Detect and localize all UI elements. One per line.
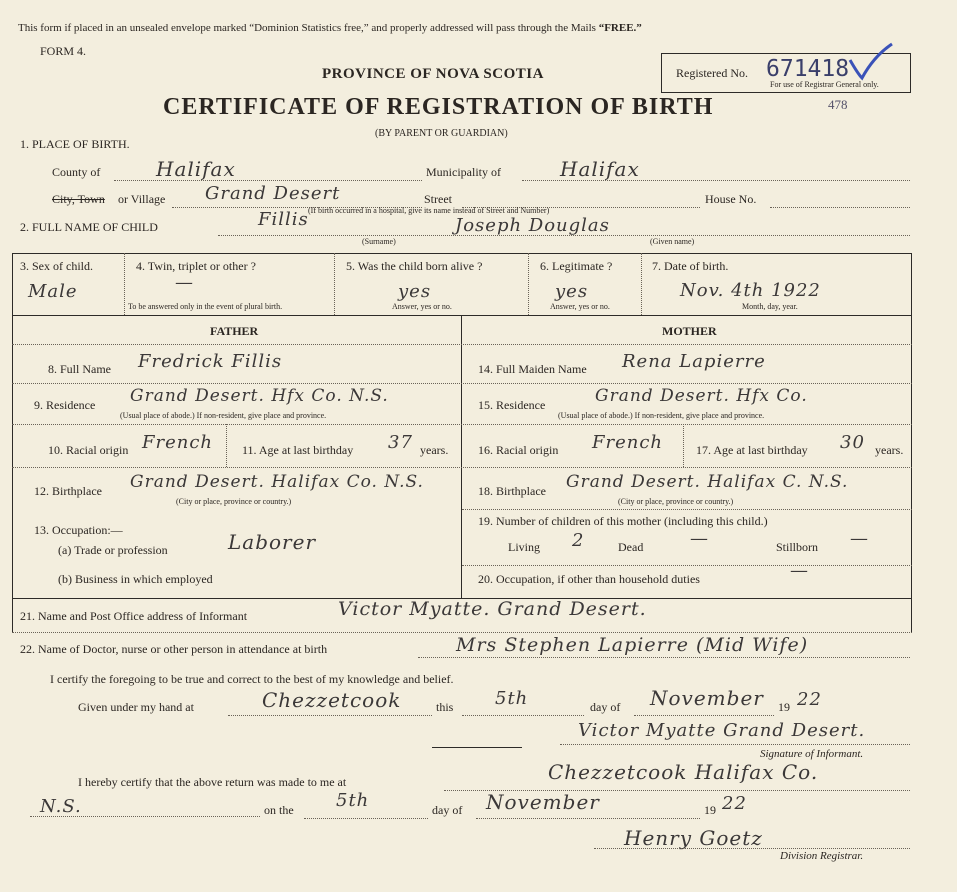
mother-birthplace-label: 18. Birthplace xyxy=(478,484,546,498)
registrar-line: I hereby certify that the above return was made to me at xyxy=(78,775,347,789)
informant-signature: Victor Myatte Grand Desert. xyxy=(578,720,866,741)
father-race-label: 10. Racial origin xyxy=(48,443,129,457)
street-label: Street xyxy=(424,192,452,206)
document-subtitle: (BY PARENT OR GUARDIAN) xyxy=(375,128,508,139)
father-residence-label: 9. Residence xyxy=(34,398,96,412)
postal-notice: This form if placed in an unsealed envelope marked “Dominion Statistics free,” and properly addressed will pass through the Mails “FREE.” xyxy=(18,22,642,34)
mother-name-value: Rena Lapierre xyxy=(622,351,766,372)
living-value: 2 xyxy=(572,530,585,551)
birth-date-value: Nov. 4th 1922 xyxy=(680,280,821,301)
father-residence-note: (Usual place of abode.) If non-resident, give place and province. xyxy=(120,411,327,420)
city-town-struck: City, Town xyxy=(52,192,105,206)
given-caption: (Given name) xyxy=(650,237,695,246)
mother-name-label: 14. Full Maiden Name xyxy=(478,362,587,376)
father-birthplace-note: (City or place, province or country.) xyxy=(176,497,292,506)
mother-residence-value: Grand Desert. Hfx Co. xyxy=(595,386,808,406)
surname-caption: (Surname) xyxy=(362,237,396,246)
registrar-month: November xyxy=(486,790,600,814)
twin-note: To be answered only in the event of plural birth. xyxy=(128,302,283,311)
day-of-label: day of xyxy=(590,700,621,714)
given-place: Chezzetcook xyxy=(262,688,402,712)
mother-race-label: 16. Racial origin xyxy=(478,443,559,457)
registry-number: 671418 xyxy=(766,56,850,82)
mother-residence-label: 15. Residence xyxy=(478,398,546,412)
year-value: 22 xyxy=(797,689,822,710)
father-age-unit: years. xyxy=(420,443,449,457)
registry-note: For use of Registrar General only. xyxy=(770,80,879,89)
month-value: November xyxy=(650,686,764,710)
registrar-place: Chezzetcook Halifax Co. xyxy=(548,760,819,784)
father-age-label: 11. Age at last birthday xyxy=(242,443,354,457)
twin-label: 4. Twin, triplet or other ? xyxy=(136,259,256,273)
mother-birthplace-note: (City or place, province or country.) xyxy=(618,497,734,506)
trade-value: Laborer xyxy=(228,530,317,554)
father-birthplace-value: Grand Desert. Halifax Co. N.S. xyxy=(130,472,424,492)
mother-header: MOTHER xyxy=(662,324,717,338)
children-count-label: 19. Number of children of this mother (including this child.) xyxy=(478,514,768,528)
mother-residence-note: (Usual place of abode.) If non-resident, give place and province. xyxy=(558,411,765,420)
occupation-label: 13. Occupation:— xyxy=(34,523,123,537)
municipality-value: Halifax xyxy=(560,157,640,181)
mother-birthplace-value: Grand Desert. Halifax C. N.S. xyxy=(566,472,849,492)
doctor-label: 22. Name of Doctor, nurse or other person in attendance at birth xyxy=(20,642,328,656)
registrar-day: 5th xyxy=(336,790,370,811)
legitimate-caption: Answer, yes or no. xyxy=(550,302,610,311)
sex-label: 3. Sex of child. xyxy=(20,259,93,273)
alive-caption: Answer, yes or no. xyxy=(392,302,452,311)
father-header: FATHER xyxy=(210,324,259,338)
stillborn-value: — xyxy=(850,528,869,549)
form-number: FORM 4. xyxy=(40,44,87,58)
mother-age-unit: years. xyxy=(875,443,904,457)
birth-date-caption: Month, day, year. xyxy=(742,302,798,311)
on-the-label: on the xyxy=(264,803,294,817)
this-label: this xyxy=(436,700,454,714)
registrar-day-of-label: day of xyxy=(432,803,463,817)
house-number-label: House No. xyxy=(705,192,757,206)
child-name-label: 2. FULL NAME OF CHILD xyxy=(20,220,158,234)
certify-text: I certify the foregoing to be true and correct to the best of my knowledge and belief. xyxy=(50,672,454,686)
mother-age-value: 30 xyxy=(840,432,865,453)
place-heading: 1. PLACE OF BIRTH. xyxy=(20,137,130,151)
father-age-value: 37 xyxy=(388,432,413,453)
father-race-value: French xyxy=(142,432,214,453)
registrar-signature-caption: Division Registrar. xyxy=(780,850,864,862)
province-heading: PROVINCE OF NOVA SCOTIA xyxy=(322,66,544,82)
alive-value: yes xyxy=(398,281,432,302)
registrar-signature: Henry Goetz xyxy=(624,826,763,850)
registrar-year: 22 xyxy=(722,793,747,814)
father-name-value: Fredrick Fillis xyxy=(138,351,283,372)
business-label: (b) Business in which employed xyxy=(58,572,213,586)
legitimate-label: 6. Legitimate ? xyxy=(540,259,613,273)
child-given-name: Joseph Douglas xyxy=(455,215,610,236)
dead-value: — xyxy=(690,528,709,549)
informant-signature-caption: Signature of Informant. xyxy=(760,748,864,760)
child-surname: Fillis xyxy=(258,209,309,230)
corner-mark: 478 xyxy=(828,97,848,112)
doctor-value: Mrs Stephen Lapierre (Mid Wife) xyxy=(456,634,809,656)
registrar-place-continued: N.S. xyxy=(40,796,82,817)
twin-value: — xyxy=(175,272,194,293)
father-residence-value: Grand Desert. Hfx Co. N.S. xyxy=(130,386,389,406)
mother-occupation-value: — xyxy=(790,560,809,581)
or-village-label: or Village xyxy=(118,192,166,206)
mother-age-label: 17. Age at last birthday xyxy=(696,443,808,457)
stillborn-label: Stillborn xyxy=(776,540,819,554)
sex-value: Male xyxy=(28,281,78,302)
village-value: Grand Desert xyxy=(205,183,341,204)
informant-label: 21. Name and Post Office address of Informant xyxy=(20,609,248,623)
county-value: Halifax xyxy=(156,157,236,181)
legitimate-value: yes xyxy=(555,281,589,302)
father-name-label: 8. Full Name xyxy=(48,362,111,376)
hospital-note: (If birth occurred in a hospital, give its name instead of Street and Number) xyxy=(308,206,550,215)
checkmark-icon xyxy=(846,40,896,84)
municipality-label: Municipality of xyxy=(426,165,501,179)
day-value: 5th xyxy=(495,688,529,709)
mother-occupation-label: 20. Occupation, if other than household duties xyxy=(478,572,700,586)
dead-label: Dead xyxy=(618,540,644,554)
document-title: CERTIFICATE OF REGISTRATION OF BIRTH xyxy=(163,94,714,120)
informant-value: Victor Myatte. Grand Desert. xyxy=(338,598,647,620)
given-at-label: Given under my hand at xyxy=(78,700,194,714)
mother-race-value: French xyxy=(592,432,664,453)
father-birthplace-label: 12. Birthplace xyxy=(34,484,102,498)
registry-label: Registered No. xyxy=(676,66,748,80)
trade-label: (a) Trade or profession xyxy=(58,543,168,557)
registrar-year-prefix: 19 xyxy=(704,803,716,817)
year-prefix: 19 xyxy=(778,700,790,714)
birth-date-label: 7. Date of birth. xyxy=(652,259,729,273)
living-label: Living xyxy=(508,540,540,554)
county-label: County of xyxy=(52,165,101,179)
alive-label: 5. Was the child born alive ? xyxy=(346,259,483,273)
